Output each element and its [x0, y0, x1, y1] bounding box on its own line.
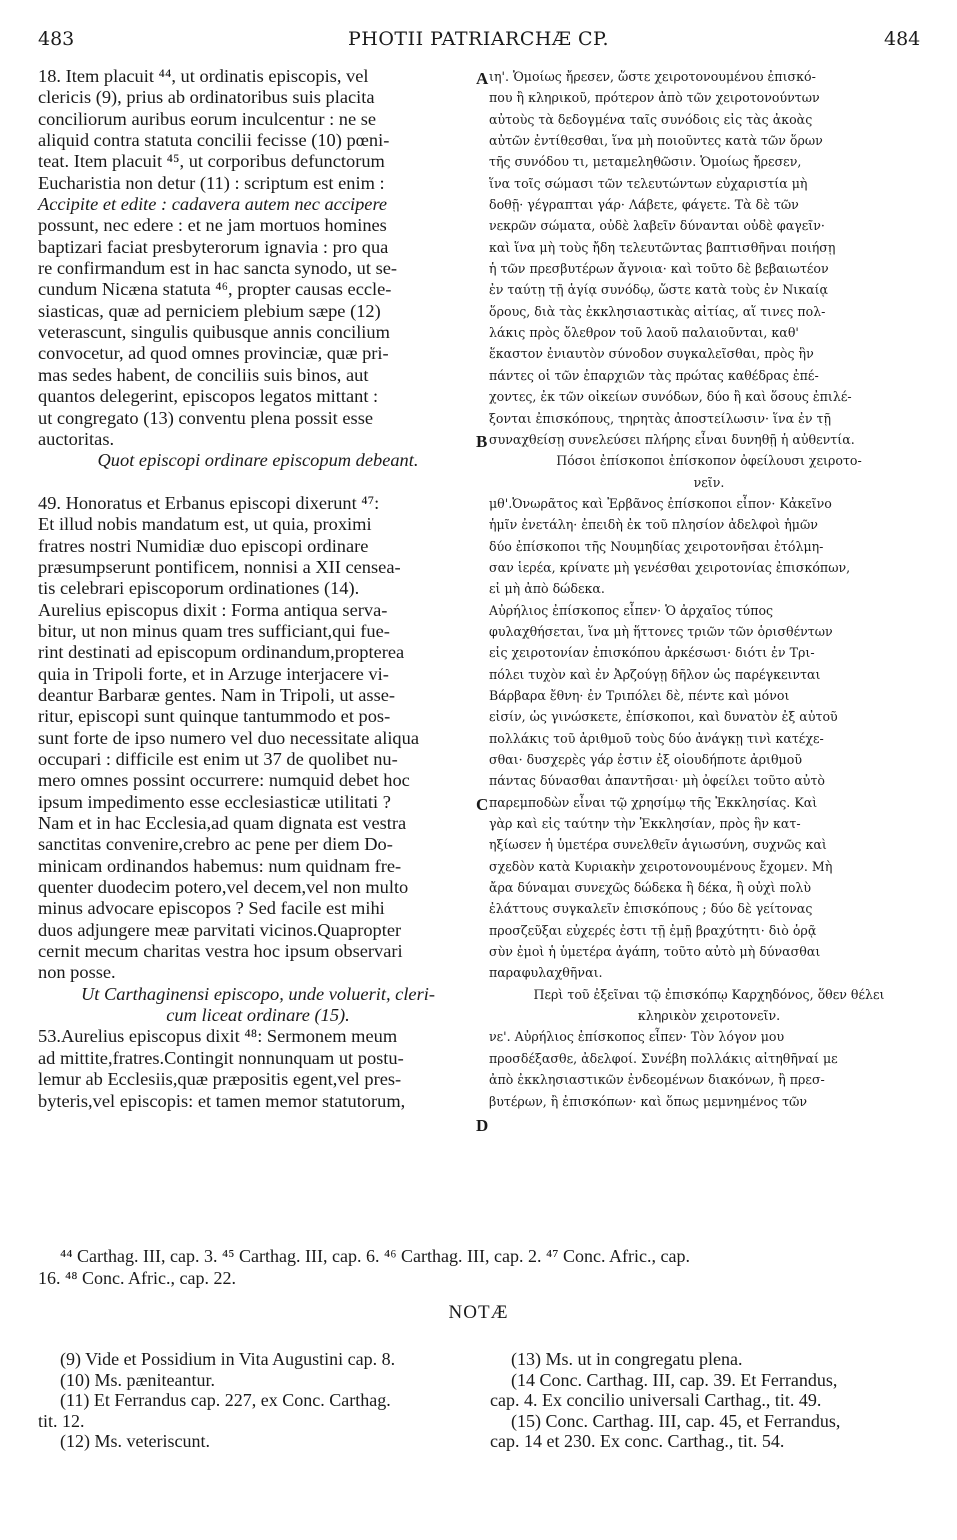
greek-line: βυτέρων, ἢ ἐπισκόπων· καὶ ὅπως μεμνημένος τῶν: [489, 1093, 808, 1109]
latin-line: sanctitas convenire,crebro ac pene per diem Do-: [38, 834, 393, 855]
latin-line: quia in Tripoli forte, et in Arzuge interjacere vi-: [38, 663, 389, 684]
greek-line: παρεμποδὼν εἶναι τῷ χρησίμῳ τῆς Ἐκκλησίας. Καὶ: [489, 794, 818, 810]
latin-line: ut congregato (13) conventu plena possit esse: [38, 407, 374, 428]
notae-left-column: [38, 1349, 480, 1452]
greek-line: πολλάκις τοῦ ἀριθμοῦ τοὺς δύο ἀνάγκῃ τινὶ κατέχε-: [489, 730, 824, 746]
latin-line: cundum Nicæna statuta ⁴⁶, propter causas eccle-: [38, 279, 392, 300]
greek-line: νε'. Αὐρήλιος ἐπίσκοπος εἶπεν· Τὸν λόγον μου: [489, 1029, 785, 1045]
greek-line: δοθῇ· γέγραπται γάρ· Λάβετε, φάγετε. Τὰ δὲ τῶν: [489, 197, 799, 213]
greek-line: ἄρα δύναμαι συνεχῶς δώδεκα ἢ δέκα, ἢ οὐχὶ πολὺ: [489, 880, 812, 896]
greek-line: νεκρῶν σώματα, οὐδὲ λαβεῖν δύνανται οὐδὲ φαγεῖν·: [489, 218, 825, 234]
note-line: (11) Et Ferrandus cap. 227, ex Conc. Carthag.: [60, 1390, 391, 1410]
greek-line: ἡ τῶν πρεσβυτέρων ἄγνοια· καὶ τοῦτο δὲ βεβαιωτέον: [489, 261, 829, 277]
latin-line: 18. Item placuit ⁴⁴, ut ordinatis episcopis, vel: [38, 66, 369, 86]
greek-line: προσζεῦξαι εὐχερές ἐστι τῇ ἐμῇ βραχύτητι· διὸ ὁρᾷ: [489, 922, 817, 938]
latin-line: veterascunt, singulis quibusque annis concilium: [38, 322, 390, 343]
note-line: (10) Ms. pæniteantur.: [60, 1369, 215, 1390]
greek-line: που ἢ κληρικοῦ, πρότερον ἀπὸ τῶν χειροτονούντων: [489, 90, 820, 106]
greek-line: ἀπὸ ἐκκλησιαστικῶν ἐνδεομένων διακόνων, ἢ πρεσ-: [489, 1072, 825, 1088]
latin-column: [38, 66, 478, 1112]
footnote-line: 16. ⁴⁸ Conc. Afric., cap. 22.: [38, 1268, 237, 1288]
greek-line: σαν ἱερέα, κρίνατε μὴ γενέσθαι χειροτονίας ἐπισκόπων,: [489, 559, 851, 575]
greek-line: εἰς χειροτονίαν ἐπισκόπου ἀρκέσωσι· διότι ἐν Τρι-: [489, 645, 815, 661]
latin-section-heading: Ut Carthaginensi episcopo, unde voluerit, cleri-: [81, 983, 435, 1004]
greek-line: πάντας δύνασθαι ἀπαντῆσαι· μὴ ὀφείλει τοῦτο αὐτὸ: [489, 773, 825, 789]
greek-section-heading: Πόσοι ἐπίσκοποι ἐπίσκοπον ὀφείλουσι χειροτο-: [556, 453, 862, 469]
latin-line: 53.Aurelius episcopus dixit ⁴⁸: Sermonem meum: [38, 1026, 398, 1047]
greek-section-heading: νεῖν.: [693, 474, 725, 490]
greek-line: ξονται ἐπισκόπους, τηρητὰς ἀποστείλωσιν· ἵνα ἐν τῇ: [489, 410, 832, 426]
greek-line: σθαι· δυσχερὲς γάρ ἐστιν ἐξ οἱουδήποτε ἀριθμοῦ: [489, 752, 802, 767]
greek-line: σχεδὸν κατὰ Κυριακὴν χειροτονουμένους ἔχομεν. Μὴ: [489, 858, 833, 874]
latin-line: occupari : difficile est enim ut 37 de quolibet nu-: [38, 749, 398, 769]
latin-line: conciliorum auribus eorum inculcentur : ne se: [38, 108, 377, 129]
latin-line: minicam ordinandos habemus: num quidnam fre-: [38, 855, 402, 876]
notae-title: NOTÆ: [448, 1302, 509, 1323]
greek-line: γὰρ καὶ εἰς ταύτην τὴν Ἐκκλησίαν, πρὸς ἣν κατ-: [489, 816, 801, 832]
latin-section-heading: Quot episcopi ordinare episcopum debeant.: [97, 450, 419, 471]
latin-line: 49. Honoratus et Erbanus episcopi dixerunt ⁴⁷:: [38, 492, 380, 513]
latin-line: ritur, episcopi sunt quinque tantummodo et pos-: [38, 706, 391, 727]
page-number-right: 484: [884, 28, 921, 50]
greek-line: τῆς συνόδου τι, μεταμεληθῶσιν. Ὁμοίως ἤρεσεν,: [489, 154, 802, 170]
latin-line: teat. Item placuit ⁴⁵, ut corporibus defunctorum: [38, 151, 385, 172]
latin-line: bitur, ut non minus quam tres sufficiant,qui fue-: [38, 620, 390, 641]
latin-line: Accipite et edite : cadavera autem nec accipere: [38, 194, 388, 215]
note-line: cap. 14 et 230. Ex conc. Carthag., tit. 54.: [490, 1431, 785, 1451]
margin-letter-a: A: [476, 69, 489, 88]
note-line: (12) Ms. veteriscunt.: [60, 1431, 210, 1451]
greek-line: ἵνα τοῖς σώμασι τῶν τελευτώντων εὐχαριστία μὴ: [489, 175, 808, 191]
greek-line: ἕκαστον ἐνιαυτὸν σύνοδον συγκαλεῖσθαι, πρὸς ἣν: [489, 346, 814, 362]
greek-line: ιη'. Ὁμοίως ἤρεσεν, ὥστε χειροτονουμένου ἐπισκό-: [489, 69, 816, 84]
margin-letter-c: C: [476, 795, 489, 814]
margin-letter-b: B: [476, 432, 488, 451]
latin-line: lemur ab Ecclesiis,quæ præpositis egent,vel pres-: [38, 1069, 402, 1090]
note-line: (14 Conc. Carthag. III, cap. 39. Et Ferrandus,: [511, 1369, 838, 1390]
latin-line: convocetur, ad quod omnes provinciæ, quæ pri-: [38, 343, 389, 364]
latin-line: auctoritas.: [38, 428, 115, 449]
greek-line: εἰ μὴ ἀπὸ δώδεκα.: [489, 581, 605, 597]
greek-line: δύο ἐπίσκοποι τῆς Νουμηδίας χειροτονῆσαι ἐτόλμη-: [489, 538, 824, 554]
latin-line: possunt, nec edere : et ne jam mortuos homines: [38, 215, 387, 236]
latin-line: non posse.: [38, 962, 116, 983]
greek-line: ἐλάττους συγκαλεῖν ἐπισκόπους ; δύο δὲ γείτονας: [489, 901, 813, 917]
latin-line: cernit mecum charitas vestra hoc ipsum observari: [38, 941, 403, 962]
latin-line: quenter duodecim potero,vel decem,vel non multo: [38, 877, 409, 898]
greek-line: φυλαχθήσεται, ἵνα μὴ ἥττονες τριῶν τῶν ὁρισθέντων: [489, 623, 833, 639]
greek-line: αὐτῶν ἐντίθεσθαι, ἵνα μὴ ποιοῦντες κατὰ τῶν ὅρων: [489, 133, 823, 149]
running-title: PHOTII PATRIARCHÆ CP.: [347, 28, 610, 50]
greek-section-heading: Περὶ τοῦ ἐξεῖναι τῷ ἐπισκόπῳ Καρχηδόνος, ὅθεν θέλει: [533, 986, 885, 1002]
latin-line: Nam et in hac Ecclesia,ad quam dignata est vestra: [38, 813, 407, 834]
greek-line: συναχθείσῃ συνελεύσει πλήρης εἶναι δυνηθῇ ἡ αὐθεντία.: [489, 431, 855, 447]
footnote-line: ⁴⁴ Carthag. III, cap. 3. ⁴⁵ Carthag. III, cap. 6. ⁴⁶ Carthag. III, cap. 2. ⁴⁷ Conc. Afric., cap.: [60, 1246, 690, 1266]
latin-line: minus advocare episcopos ? Sed facile est mihi: [38, 898, 385, 919]
greek-line: προσδέξασθε, ἀδελφοί. Συνέβη πολλάκις αἰτηθῆναί με: [489, 1050, 838, 1066]
latin-line: Eucharistia non detur (11) : scriptum est enim :: [38, 172, 385, 193]
latin-line: duos adjungere meæ parvitati vicinos.Quapropter: [38, 919, 402, 940]
greek-line: Αὐρήλιος ἐπίσκοπος εἶπεν· Ὁ ἀρχαῖος τύπος: [489, 602, 774, 618]
note-line: (15) Conc. Carthag. III, cap. 45, et Ferrandus,: [511, 1410, 841, 1431]
latin-line: byteris,vel episcopis: et tamen memor statutorum,: [38, 1090, 406, 1111]
note-line: (9) Vide et Possidium in Vita Augustini cap. 8.: [60, 1349, 396, 1369]
greek-line: πάντες οἱ τῶν ἐπαρχιῶν τὰς πρώτας καθέδρας ἐπέ-: [489, 367, 819, 383]
greek-line: ὅρους, διὰ τὰς ἐκκλησιαστικὰς αἰτίας, αἵ τινες πολ-: [489, 303, 826, 319]
greek-line: χοντες, ἐκ τῶν οἰκείων συνόδων, δύο ἢ καὶ ὅσους ἐπιλέ-: [489, 389, 852, 405]
latin-line: mero omnes possint occurrere: numquid debet hoc: [38, 770, 410, 791]
note-line: tit. 12.: [38, 1410, 85, 1431]
greek-line: σὺν ἐμοὶ ἡ ὑμετέρα ἀγάπη, τοῦτο αὐτὸ μὴ δύνασθαι: [489, 944, 821, 960]
latin-line: deantur Barbaræ gentes. Nam in Tripoli, ut asse-: [38, 684, 396, 705]
latin-line: aliquid contra statuta concilii fecisse (10) pœni-: [38, 130, 390, 151]
latin-line: fratres nostri Numidiæ duo episcopi ordinare: [38, 535, 369, 556]
latin-line: quantos delegerint, episcopos legatos mittant :: [38, 386, 379, 407]
latin-line: Aurelius episcopus dixit : Forma antiqua serva-: [38, 599, 388, 620]
notae-right-column: [490, 1349, 931, 1452]
greek-line: ἐν ταύτῃ τῇ ἁγίᾳ συνόδῳ, ὥστε κατὰ τοὺς ἐν Νικαίᾳ: [489, 282, 829, 298]
greek-line: ἡμῖν ἐνετάλη· ἐπειδὴ ἐκ τοῦ πλησίον ἀδελφοὶ ἡμῶν: [489, 517, 818, 533]
greek-line: εἰσίν, ὡς γινώσκετε, ἐπίσκοποι, καὶ δυνατὸν ἐξ αὐτοῦ: [489, 709, 838, 725]
margin-letter-d: D: [476, 1116, 489, 1135]
latin-line: sunt forte de ipso numero vel duo necessitate aliqua: [38, 727, 419, 748]
latin-line: rint destinati ad episcopum ordinandum,propterea: [38, 642, 405, 663]
greek-section-heading: κληρικὸν χειροτονεῖν.: [637, 1008, 781, 1024]
latin-line: clericis (9), prius ab ordinatoribus suis placita: [38, 87, 375, 108]
latin-spacer: [38, 472, 478, 493]
latin-section-heading: cum liceat ordinare (15).: [166, 1005, 350, 1026]
greek-line: ηξίωσεν ἡ ὑμετέρα συνελθεῖν ἁγιωσύνη, συχνῶς καὶ: [489, 837, 827, 853]
greek-line: αὐτοὺς τὰ δεδογμένα ταῖς συνόδοις εἰς τὰς ἀκοὰς: [489, 111, 813, 127]
latin-line: re confirmandum est in hac sancta synodo, ut se-: [38, 258, 398, 279]
note-line: (13) Ms. ut in congregatu plena.: [511, 1349, 743, 1369]
greek-line: καὶ ἵνα μὴ τοὺς ἤδη τελευτῶντας βαπτισθῆναι ποιήσῃ: [489, 239, 836, 255]
greek-line: πόλει τυχὸν καὶ ἐν Ἀρζούγῃ δῆλον ὡς παρέγκεινται: [489, 666, 821, 682]
note-line: cap. 4. Ex concilio universali Carthag., tit. 49.: [490, 1390, 822, 1410]
greek-line: λάκις πρὸς ὄλεθρον τοῦ λαοῦ παλαιοῦνται, καθ': [489, 325, 799, 341]
latin-line: tis celebrari episcoporum ordinationes (14).: [38, 578, 360, 599]
latin-line: baptizari faciat presbyterorum ignavia : pro qua: [38, 236, 389, 257]
greek-line: παραφυλαχθῆναι.: [489, 965, 603, 981]
latin-line: siasticas, quæ ad perniciem plebium sæpe (12): [38, 300, 381, 321]
greek-line: Βάρβαρα ἔθνη· ἐν Τριπόλει δὲ, πέντε καὶ μόνοι: [489, 687, 790, 703]
latin-line: ad mittite,fratres.Contingit nonnunquam ut postu-: [38, 1047, 404, 1068]
latin-line: ipsum impedimento esse ecclesiasticæ utilitati ?: [38, 791, 391, 812]
latin-line: mas sedes habent, de conciliis suis binos, aut: [38, 364, 369, 385]
latin-line: Et illud nobis mandatum est, ut quia, proximi: [38, 514, 372, 535]
latin-line: præsumpserunt pontificem, nonnisi a XII censea-: [38, 556, 401, 577]
greek-line: μθ'.Ὀνωρᾶτος καὶ Ἐρβᾶνος ἐπίσκοποι εἶπον· Κἀκεῖνο: [489, 495, 832, 511]
greek-column: [489, 66, 929, 1112]
page-number-left: 483: [38, 28, 75, 50]
